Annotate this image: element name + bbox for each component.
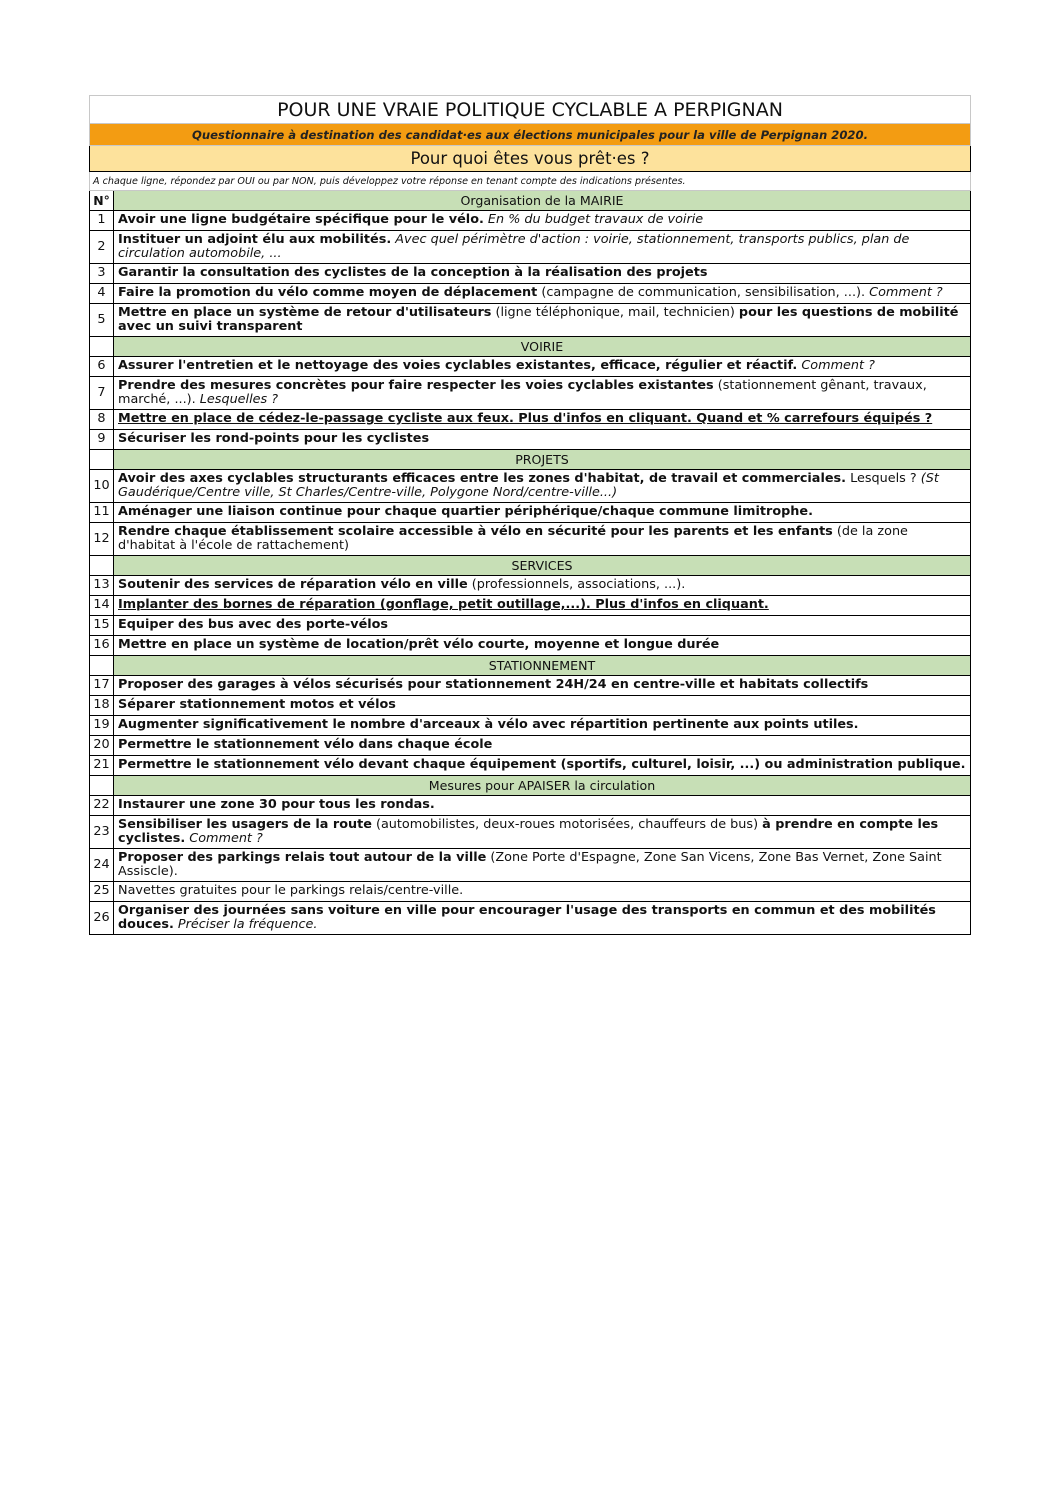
- question-row: [90, 596, 971, 616]
- section-row: [90, 191, 971, 211]
- question-text: [114, 796, 971, 816]
- section-row: [90, 337, 971, 357]
- question-row: [90, 284, 971, 304]
- question-text: [114, 636, 971, 656]
- question-row: [90, 430, 971, 450]
- question-text: [114, 816, 971, 849]
- question-text: [114, 377, 971, 410]
- section-row: [90, 656, 971, 676]
- question-text: [114, 616, 971, 636]
- instructions: A chaque ligne, répondez par OUI ou par NON, puis développez votre réponse en tenant compte des indications présentes.: [90, 172, 971, 191]
- info-link[interactable]: Implanter des bornes de réparation (gonflage, petit outillage,...). Plus d'infos en cliquant.: [118, 597, 769, 613]
- question-number: 25: [90, 882, 114, 902]
- question-text: [114, 211, 971, 231]
- page-title: POUR UNE VRAIE POLITIQUE CYCLABLE A PERPIGNAN: [90, 96, 971, 124]
- question-text: [114, 410, 971, 430]
- question-row: [90, 736, 971, 756]
- question-text-part: Préciser la fréquence.: [173, 917, 318, 932]
- question-text-part: (campagne de communication, sensibilisation, ...).: [537, 285, 870, 301]
- question-text-part: Rendre chaque établissement scolaire accessible à vélo en sécurité pour les parents et les enfants: [118, 523, 833, 539]
- question-text-part: (Zone Porte d'Espagne, Zone San Vicens, Zone Bas Vernet, Zone Saint Assiscle).: [118, 849, 942, 879]
- question-number: 19: [90, 716, 114, 736]
- question-text-part: Comment ?: [869, 285, 943, 301]
- question-number: 4: [90, 284, 114, 304]
- question-number: 21: [90, 756, 114, 776]
- section-title: SERVICES: [114, 556, 971, 576]
- question-text-part: Permettre le stationnement vélo dans chaque école: [118, 737, 493, 753]
- question-text-part: Avoir une ligne budgétaire spécifique pour le vélo.: [118, 212, 484, 228]
- question-text-part: Proposer des garages à vélos sécurisés pour stationnement 24H/24 en centre-ville et habitats collectifs: [118, 677, 869, 693]
- question-number: 13: [90, 576, 114, 596]
- question-number: 5: [90, 304, 114, 337]
- question-text: [114, 849, 971, 882]
- question-number: 18: [90, 696, 114, 716]
- question-number: 20: [90, 736, 114, 756]
- question-text-part: Assurer l'entretien et le nettoyage des voies cyclables existantes, efficace, régulier et réactif.: [118, 358, 798, 374]
- question-row: [90, 377, 971, 410]
- subtitle: Questionnaire à destination des candidat·es aux élections municipales pour la ville de Perpignan 2020.: [90, 124, 971, 146]
- question-text-part: (stationnement gênant, travaux, marché, ...).: [118, 377, 927, 407]
- question-number: 10: [90, 470, 114, 503]
- instructions-row: [90, 172, 971, 191]
- question-row: [90, 636, 971, 656]
- section-num-cell: [90, 656, 114, 676]
- question-row: [90, 523, 971, 556]
- question-text: [114, 470, 971, 503]
- question-text-part: Aménager une liaison continue pour chaque quartier périphérique/chaque commune limitrophe.: [118, 504, 813, 520]
- question-text-part: Permettre le stationnement vélo devant chaque équipement (sportifs, culturel, loisir, ...) ou administration publique.: [118, 757, 966, 773]
- section-row: [90, 556, 971, 576]
- question-number: 26: [90, 902, 114, 935]
- question-text-part: pour les questions de mobilité avec un suivi transparent: [118, 304, 959, 334]
- section-row: [90, 776, 971, 796]
- question-row: [90, 304, 971, 337]
- question-number: 24: [90, 849, 114, 882]
- question-text-part: Mettre en place un système de location/prêt vélo courte, moyenne et longue durée: [118, 637, 720, 653]
- questionnaire-sheet: [89, 95, 970, 935]
- question-text-part: (de la zone d'habitat à l'école de rattachement): [118, 523, 908, 553]
- question-row: [90, 410, 971, 430]
- question-row: [90, 231, 971, 264]
- question-row: [90, 816, 971, 849]
- question-text: [114, 596, 971, 616]
- question-number: 1: [90, 211, 114, 231]
- question-text-part: Equiper des bus avec des porte-vélos: [118, 617, 389, 633]
- question-text-part: Lesquelles ?: [199, 392, 279, 407]
- question-row: [90, 796, 971, 816]
- question-number: 2: [90, 231, 114, 264]
- question-text: [114, 264, 971, 284]
- question-text: [114, 284, 971, 304]
- question-row: [90, 849, 971, 882]
- question-text-part: Proposer des parkings relais tout autour de la ville: [118, 849, 487, 865]
- question-text-part: Instituer un adjoint élu aux mobilités.: [118, 231, 392, 247]
- question-number: 17: [90, 676, 114, 696]
- num-header: N°: [90, 191, 114, 211]
- question-text-part: Faire la promotion du vélo comme moyen de déplacement: [118, 285, 538, 301]
- question-text-part: à prendre en compte les cyclistes.: [118, 816, 939, 846]
- info-link[interactable]: Mettre en place de cédez-le-passage cycliste aux feux. Plus d'infos en cliquant. Quand et % carrefours équipés ?: [118, 411, 933, 427]
- question-text-part: Mettre en place un système de retour d'utilisateurs: [118, 304, 492, 320]
- section-num-cell: [90, 556, 114, 576]
- section-title: STATIONNEMENT: [114, 656, 971, 676]
- question-text: [114, 882, 971, 902]
- section-num-cell: [90, 337, 114, 357]
- question-text: [114, 503, 971, 523]
- question-number: 9: [90, 430, 114, 450]
- question-number: 22: [90, 796, 114, 816]
- question-number: 3: [90, 264, 114, 284]
- questionnaire-table: [89, 95, 971, 935]
- question-number: 12: [90, 523, 114, 556]
- question-text-part: Organiser des journées sans voiture en ville pour encourager l'usage des transports en commun et des mobilités douces.: [118, 902, 936, 932]
- question-text-part: (St Gaudérique/Centre ville, St Charles/Centre-ville, Polygone Nord/centre-ville...): [118, 470, 939, 500]
- question-text: [114, 231, 971, 264]
- question-text-part: Avoir des axes cyclables structurants efficaces entre les zones d'habitat, de travail et commerciales.: [118, 470, 846, 486]
- question-text-part: En % du budget travaux de voirie: [483, 212, 704, 228]
- question-text: [114, 576, 971, 596]
- question-number: 11: [90, 503, 114, 523]
- question-text: [114, 357, 971, 377]
- question-text: [114, 736, 971, 756]
- question-text-part: Lesquels ?: [846, 470, 921, 486]
- question-row: [90, 676, 971, 696]
- question-text-part: Augmenter significativement le nombre d'arceaux à vélo avec répartition pertinente aux points utiles.: [118, 717, 859, 733]
- question-text-part: Instaurer une zone 30 pour tous les rondas.: [118, 797, 435, 813]
- question-text-part: Sensibiliser les usagers de la route: [118, 816, 372, 832]
- section-title: Organisation de la MAIRIE: [114, 191, 971, 211]
- section-title: VOIRIE: [114, 337, 971, 357]
- title-row: [90, 96, 971, 124]
- question-row: [90, 576, 971, 596]
- question-row: [90, 902, 971, 935]
- question-row: [90, 264, 971, 284]
- question-text-part: (professionnels, associations, ...).: [467, 577, 686, 593]
- question-row: [90, 357, 971, 377]
- question-text: [114, 523, 971, 556]
- question-text-part: Comment ?: [185, 831, 263, 846]
- question-number: 7: [90, 377, 114, 410]
- question-number: 8: [90, 410, 114, 430]
- question-row: [90, 716, 971, 736]
- section-row: [90, 450, 971, 470]
- subtitle-row: [90, 124, 971, 146]
- question-text-part: (ligne téléphonique, mail, technicien): [491, 304, 739, 320]
- question-number: 6: [90, 357, 114, 377]
- question-number: 23: [90, 816, 114, 849]
- question-text-part: Garantir la consultation des cyclistes de la conception à la réalisation des projets: [118, 265, 708, 281]
- question-text-part: Séparer stationnement motos et vélos: [118, 697, 396, 713]
- question-row: [90, 503, 971, 523]
- question-text: [114, 716, 971, 736]
- question-row: [90, 211, 971, 231]
- question-text: [114, 696, 971, 716]
- question-text-part: Comment ?: [797, 358, 875, 374]
- question-number: 16: [90, 636, 114, 656]
- question-row: [90, 616, 971, 636]
- section-num-cell: [90, 776, 114, 796]
- section-num-cell: [90, 450, 114, 470]
- question-row: [90, 882, 971, 902]
- question-text-part: Prendre des mesures concrètes pour faire respecter les voies cyclables existantes: [118, 377, 714, 393]
- question-heading: Pour quoi êtes vous prêt·es ?: [90, 146, 971, 172]
- question-row: [90, 146, 971, 172]
- question-row: [90, 470, 971, 503]
- question-text-part: Soutenir des services de réparation vélo en ville: [118, 577, 468, 593]
- question-row: [90, 696, 971, 716]
- question-text: [114, 430, 971, 450]
- question-text: [114, 902, 971, 935]
- question-number: 14: [90, 596, 114, 616]
- question-row: [90, 756, 971, 776]
- section-title: Mesures pour APAISER la circulation: [114, 776, 971, 796]
- question-text-part: (automobilistes, deux-roues motorisées, chauffeurs de bus): [371, 816, 763, 832]
- section-title: PROJETS: [114, 450, 971, 470]
- question-text: [114, 676, 971, 696]
- question-text: [114, 304, 971, 337]
- question-text: [114, 756, 971, 776]
- question-text-part: Avec quel périmètre d'action : voirie, stationnement, transports publics, plan de circulation automobile, ...: [118, 231, 910, 261]
- question-text-part: Sécuriser les rond-points pour les cyclistes: [118, 431, 430, 447]
- question-text-part: Navettes gratuites pour le parkings relais/centre-ville.: [118, 883, 464, 899]
- questionnaire-body: [90, 96, 971, 935]
- question-number: 15: [90, 616, 114, 636]
